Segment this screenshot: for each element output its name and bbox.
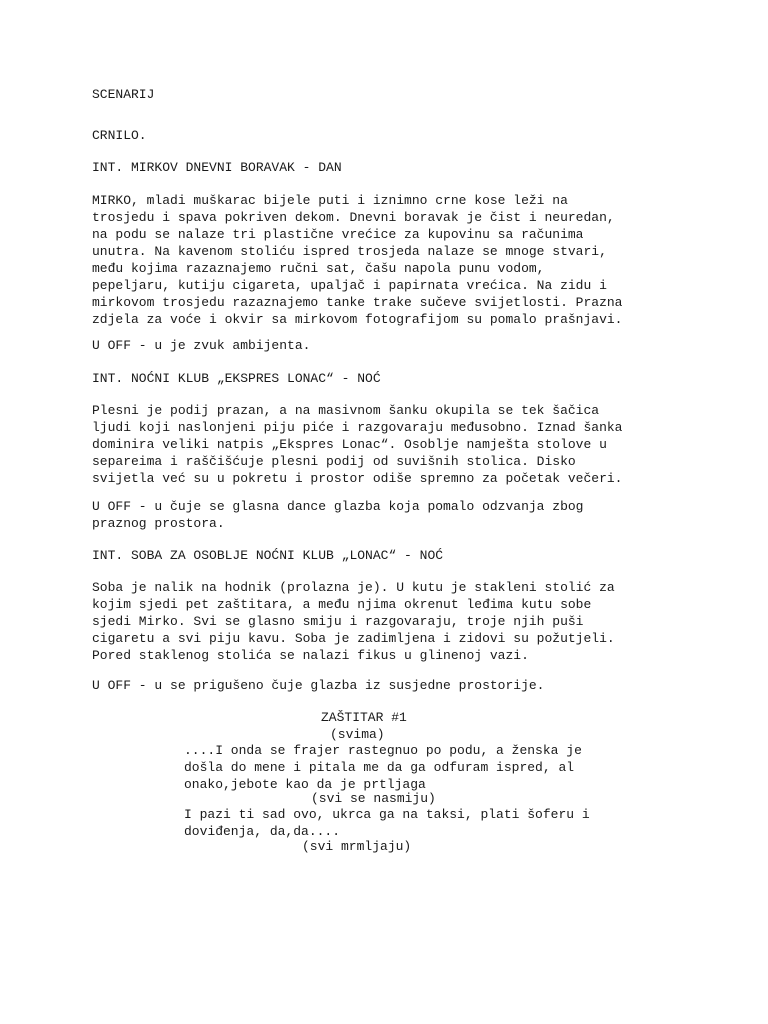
- scene-3-off: U OFF - u se prigušeno čuje glazba iz susjedne prostorije.: [92, 678, 545, 693]
- action-line: cigaretu a svi piju kavu. Soba je zadimljena i zidovi su požutjeli.: [92, 631, 615, 646]
- action-line: kojim sjedi pet zaštitara, a među njima okrenut leđima kutu sobe: [92, 597, 592, 612]
- action-line: među kojima razaznajemo ručni sat, čašu napola punu vodom,: [92, 261, 545, 276]
- dialogue-block-2: [184, 806, 654, 840]
- action-line: Pored staklenog stolića se nalazi fikus u glinenoj vazi.: [92, 648, 529, 663]
- off-line: praznog prostora.: [92, 516, 225, 531]
- action-line: sjedi Mirko. Svi se glasno smiju i razgovaraju, troje njih puši: [92, 614, 584, 629]
- dialogue-line: I pazi ti sad ovo, ukrca ga na taksi, plati šoferu i: [184, 807, 590, 822]
- action-line: unutra. Na kavenom stoliću ispred trosjeda nalaze se mnoge stvari,: [92, 244, 607, 259]
- action-line: Soba je nalik na hodnik (prolazna je). U kutu je stakleni stolić za: [92, 580, 615, 595]
- opening-line: CRNILO.: [92, 128, 147, 143]
- action-line: Plesni je podij prazan, a na masivnom šanku okupila se tek šačica: [92, 403, 600, 418]
- action-line: MIRKO, mladi muškarac bijele puti i iznimno crne kose leži na: [92, 193, 568, 208]
- dialogue-line: ....I onda se frajer rastegnuo po podu, a ženska je: [184, 743, 582, 758]
- scene-heading-2: INT. NOĆNI KLUB „EKSPRES LONAC“ - NOĆ: [92, 371, 381, 386]
- action-line: mirkovom trosjedu razaznajemo tanke trake sučeve svijetlosti. Prazna: [92, 295, 623, 310]
- scene-2-off: [92, 498, 692, 532]
- action-line: svijetla već su u pokretu i prostor odiše spremno za početak večeri.: [92, 471, 623, 486]
- action-line: zdjela za voće i okvir sa mirkovom fotografijom su pomalo prašnjavi.: [92, 312, 623, 327]
- action-line: ljudi koji naslonjeni piju piće i razgovaraju međusobno. Iznad šanka: [92, 420, 623, 435]
- parenthetical: (svi mrmljaju): [302, 839, 412, 854]
- action-line: separeima i raščišćuje plesni podij od suvišnih stolica. Disko: [92, 454, 576, 469]
- action-line: trosjedu i spava pokriven dekom. Dnevni boravak je čist i neuredan,: [92, 210, 615, 225]
- action-line: dominira veliki natpis „Ekspres Lonac“. Osoblje namješta stolove u: [92, 437, 607, 452]
- dialogue-line: doviđenja, da,da....: [184, 824, 341, 839]
- dialogue-line: onako,jebote kao da je prtljaga: [184, 777, 426, 792]
- scene-1-off: U OFF - u je zvuk ambijenta.: [92, 338, 311, 353]
- action-line: pepeljaru, kutiju cigareta, upaljač i papirnata vrećica. Na zidu i: [92, 278, 607, 293]
- dialogue-block-1: [184, 742, 654, 793]
- off-line: U OFF - u čuje se glasna dance glazba koja pomalo odzvanja zbog: [92, 499, 584, 514]
- dialogue-line: došla do mene i pitala me da ga odfuram ispred, al: [184, 760, 575, 775]
- scene-1-action: [92, 192, 692, 328]
- parenthetical: (svima): [330, 727, 385, 742]
- parenthetical: (svi se nasmiju): [311, 791, 436, 806]
- scene-heading-1: INT. MIRKOV DNEVNI BORAVAK - DAN: [92, 160, 342, 175]
- scene-heading-3: INT. SOBA ZA OSOBLJE NOĆNI KLUB „LONAC“ - NOĆ: [92, 548, 444, 563]
- scene-2-action: [92, 402, 692, 487]
- document-title: SCENARIJ: [92, 87, 155, 102]
- character-name: ZAŠTITAR #1: [321, 710, 407, 725]
- action-line: na podu se nalaze tri plastične vrećice za kupovinu sa računima: [92, 227, 584, 242]
- scene-3-action: [92, 579, 692, 664]
